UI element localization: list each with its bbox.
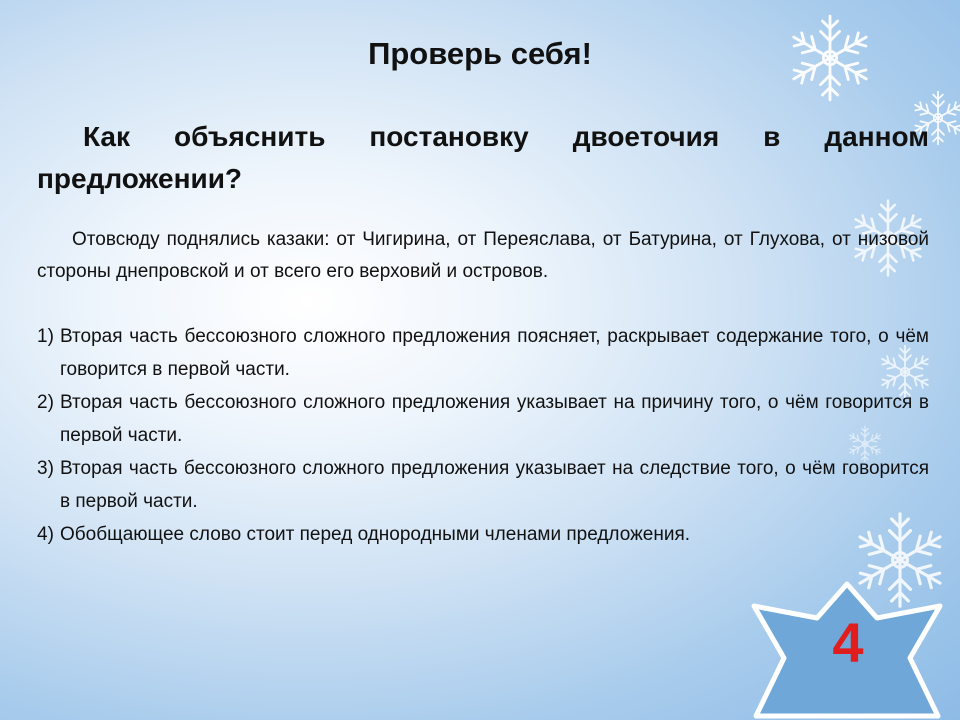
option-text: Обобщающее слово стоит перед однородными членами предложения.	[60, 524, 691, 545]
question-text: Как объяснить постановку двоеточия в данном предложении?	[37, 121, 929, 194]
option-text: Вторая часть бессоюзного сложного предложения указывает на следствие того, о чём говорится в первой части.	[60, 458, 929, 512]
answer-option-2	[37, 386, 929, 452]
option-text: Вторая часть бессоюзного сложного предложения поясняет, раскрывает содержание того, о чём говорится в первой части.	[60, 326, 929, 380]
option-text: Вторая часть бессоюзного сложного предложения указывает на причину того, о чём говорится в первой части.	[60, 392, 929, 446]
answer-options	[37, 320, 929, 551]
answer-number: 4	[832, 611, 864, 674]
answer-option-4	[37, 518, 929, 551]
answer-option-1	[37, 320, 929, 386]
option-number: 4)	[37, 524, 54, 545]
option-number: 2)	[37, 392, 54, 413]
answer-option-3	[37, 452, 929, 518]
option-number: 1)	[37, 326, 54, 347]
option-number: 3)	[37, 458, 54, 479]
slide-title: Проверь себя!	[368, 36, 592, 71]
example-sentence: Отовсюду поднялись казаки: от Чигирина, от Переяслава, от Батурина, от Глухова, от низовой стороны днепровской и от всего его верховий и островов.	[37, 229, 929, 282]
